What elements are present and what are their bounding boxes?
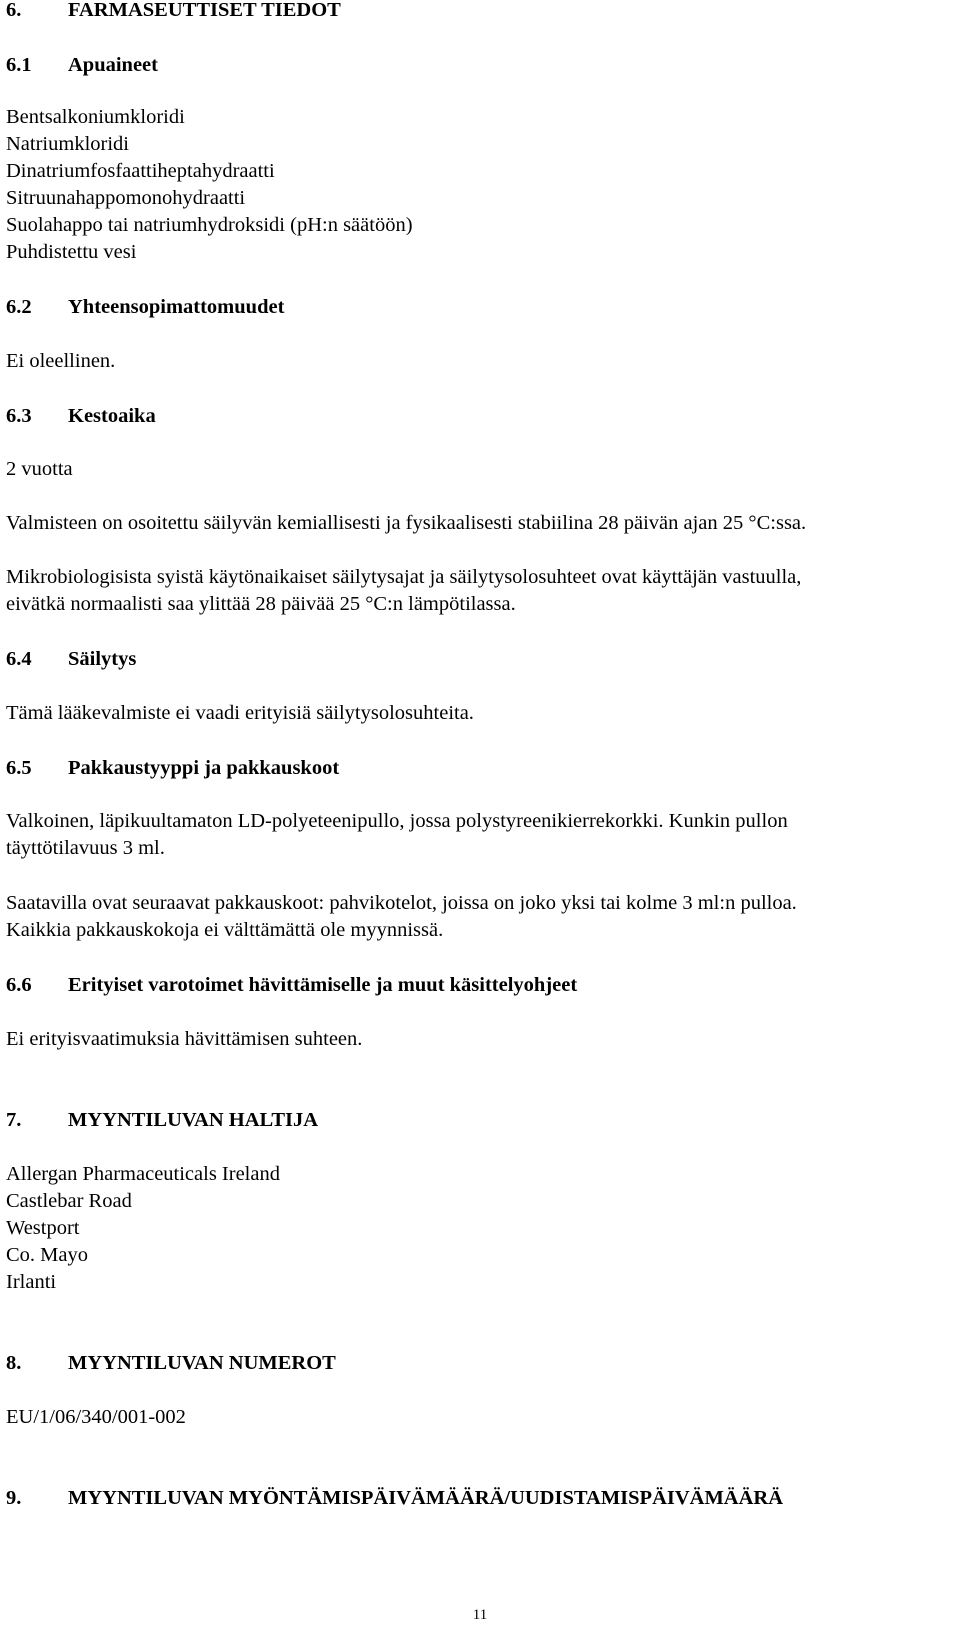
authorisation-number: EU/1/06/340/001-002 — [6, 1406, 186, 1428]
section-9-heading — [6, 1485, 783, 1513]
section-title: Yhteensopimattomuudet — [68, 296, 285, 318]
page-number: 11 — [472, 1607, 488, 1623]
address-line: Irlanti — [6, 1271, 57, 1293]
section-number: 6.1 — [6, 54, 32, 76]
section-number: 7. — [6, 1109, 22, 1131]
incompatibilities-text: Ei oleellinen. — [6, 350, 116, 372]
microbiology-text-line: Mikrobiologisista syistä käytönaikaiset säilytysajat ja säilytysolosuhteet ovat käyttäjän vastuulla, — [6, 566, 802, 588]
address-line: Westport — [6, 1217, 80, 1239]
excipient-item: Dinatriumfosfaattiheptahydraatti — [6, 160, 275, 182]
excipient-item: Puhdistettu vesi — [6, 241, 137, 263]
storage-text: Tämä lääkevalmiste ei vaadi erityisiä säilytysolosuhteita. — [6, 702, 474, 724]
section-number: 9. — [6, 1487, 22, 1509]
section-title: MYYNTILUVAN HALTIJA — [68, 1109, 319, 1131]
section-6-1-heading — [6, 52, 158, 80]
section-6-5-heading — [6, 755, 339, 783]
section-number: 8. — [6, 1352, 22, 1374]
stability-text: Valmisteen on osoitettu säilyvän kemiallisesti ja fysikaalisesti stabiilina 28 päivän ajan 25 °C:ssa. — [6, 512, 807, 534]
address-line: Allergan Pharmaceuticals Ireland — [6, 1163, 280, 1185]
section-6-4-heading — [6, 646, 136, 674]
section-6-2-heading — [6, 294, 284, 322]
section-6-3-heading — [6, 403, 156, 431]
section-7-heading — [6, 1107, 318, 1135]
section-title: Pakkaustyyppi ja pakkauskoot — [68, 757, 340, 779]
address-line: Co. Mayo — [6, 1244, 88, 1266]
shelf-life-text: 2 vuotta — [6, 458, 73, 480]
section-title: Apuaineet — [68, 54, 158, 76]
section-title: Säilytys — [68, 648, 137, 670]
section-8-heading — [6, 1350, 336, 1378]
section-number: 6.4 — [6, 648, 32, 670]
section-number: 6.2 — [6, 296, 32, 318]
container-text-line: täyttötilavuus 3 ml. — [6, 837, 165, 859]
pack-sizes-text-line: Saatavilla ovat seuraavat pakkauskoot: pahvikotelot, joissa on joko yksi tai kolme 3 ml:n pulloa. — [6, 892, 797, 914]
section-title: FARMASEUTTISET TIEDOT — [68, 0, 341, 21]
pack-sizes-text-line: Kaikkia pakkauskokoja ei välttämättä ole myynnissä. — [6, 919, 444, 941]
section-title: MYYNTILUVAN MYÖNTÄMISPÄIVÄMÄÄRÄ/UUDISTAMISPÄIVÄMÄÄRÄ — [68, 1487, 784, 1509]
section-title: MYYNTILUVAN NUMEROT — [68, 1352, 336, 1374]
excipient-item: Sitruunahappomonohydraatti — [6, 187, 246, 209]
section-number: 6. — [6, 0, 22, 21]
excipient-item: Bentsalkoniumkloridi — [6, 106, 185, 128]
disposal-text: Ei erityisvaatimuksia hävittämisen suhteen. — [6, 1028, 363, 1050]
section-number: 6.3 — [6, 405, 32, 427]
section-6-6-heading — [6, 972, 577, 1000]
excipient-item: Suolahappo tai natriumhydroksidi (pH:n säätöön) — [6, 214, 413, 236]
section-title: Kestoaika — [68, 405, 156, 427]
section-number: 6.6 — [6, 974, 32, 996]
address-line: Castlebar Road — [6, 1190, 132, 1212]
section-6-heading — [6, 0, 341, 25]
section-title: Erityiset varotoimet hävittämiselle ja muut käsittelyohjeet — [68, 974, 578, 996]
container-text-line: Valkoinen, läpikuultamaton LD-polyeteenipullo, jossa polystyreenikierrekorkki. Kunkin pullon — [6, 810, 788, 832]
microbiology-text-line: eivätkä normaalisti saa ylittää 28 päivää 25 °C:n lämpötilassa. — [6, 593, 516, 615]
section-number: 6.5 — [6, 757, 32, 779]
excipient-item: Natriumkloridi — [6, 133, 129, 155]
